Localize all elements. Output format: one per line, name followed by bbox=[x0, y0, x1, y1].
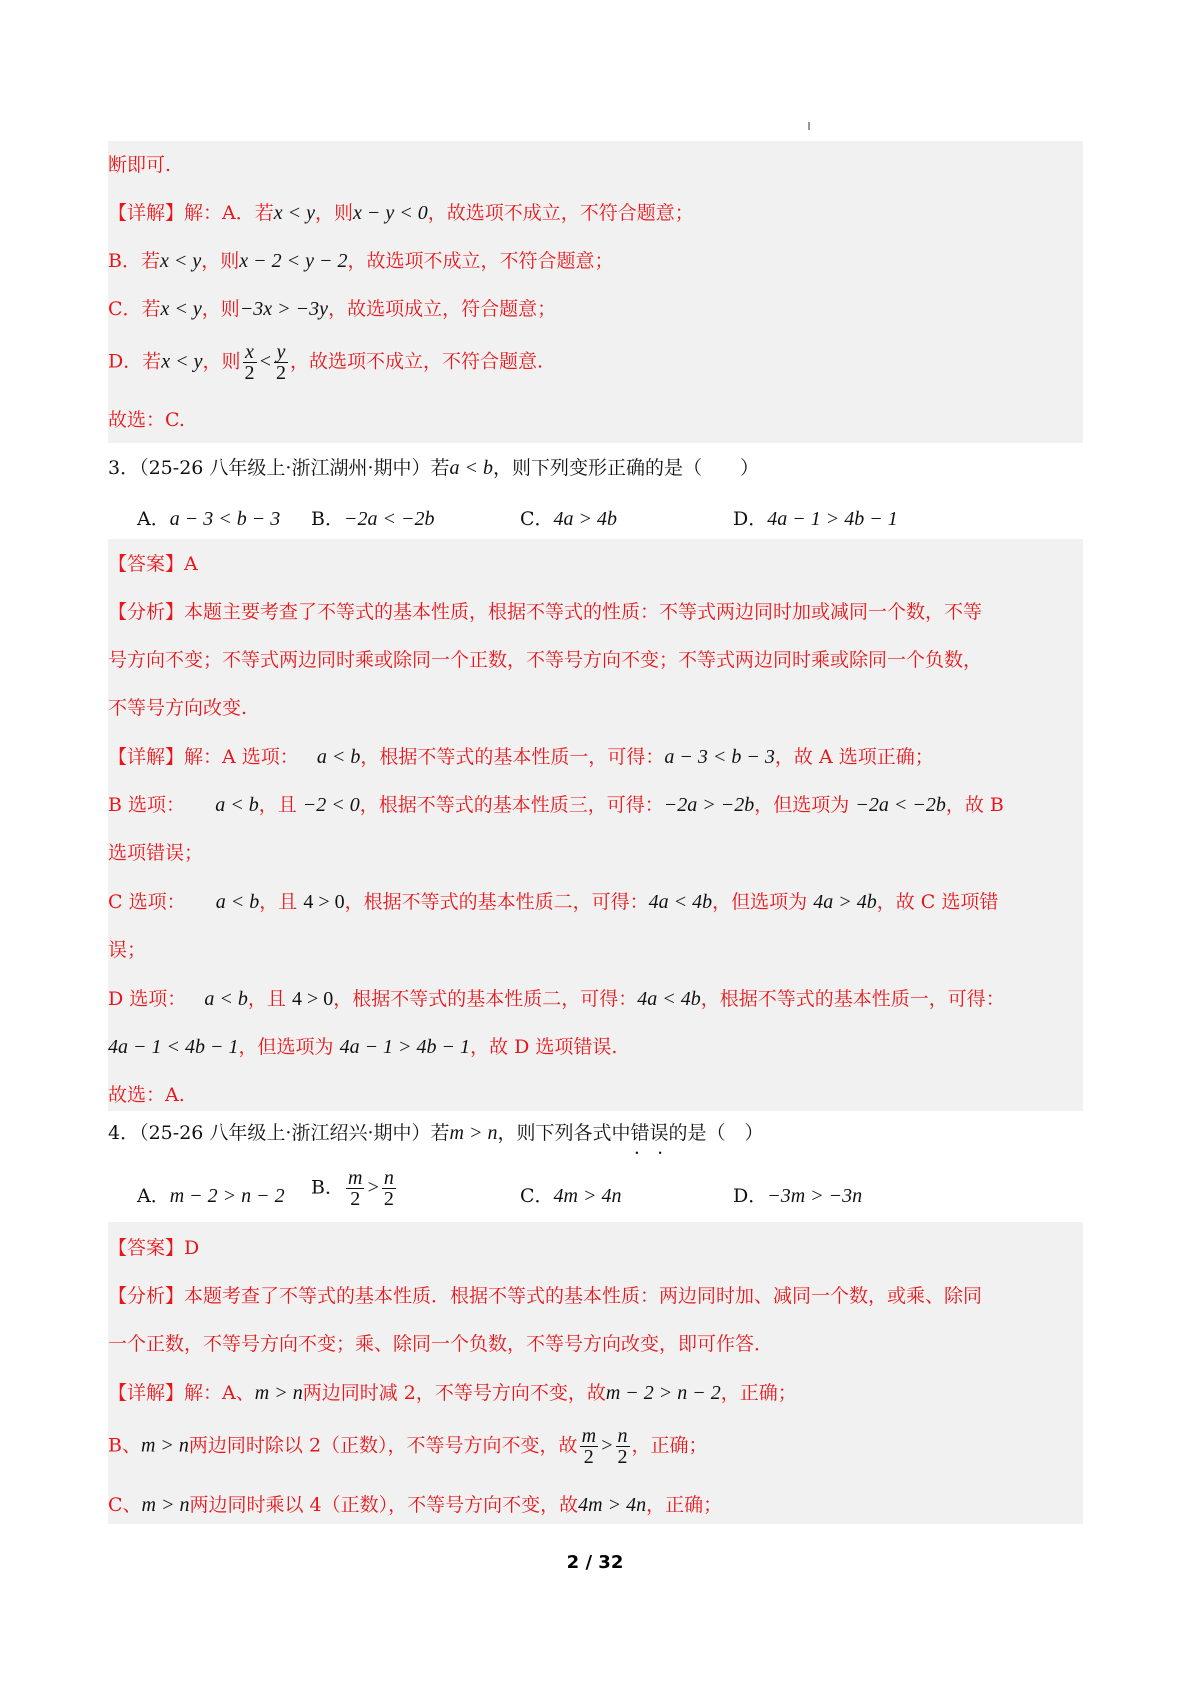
solution-box-q2 bbox=[108, 141, 1083, 443]
q3-detail-a: 【详解】解：A 选项： a < b，根据不等式的基本性质一，可得：a − 3 < b − 3，故 A 选项正确； bbox=[108, 746, 934, 768]
question-number: 3． bbox=[108, 457, 140, 479]
solution-box-q3 bbox=[108, 539, 1083, 1111]
q4-option-b: B． $\frac{m}{2}$ > $\frac{n}{2}$ bbox=[311, 1167, 394, 1210]
q3-detail-b-wrap: 选项错误； bbox=[108, 842, 204, 864]
q4-detail-a: 【详解】解：A、m > n两边同时减 2，不等号方向不变，故m − 2 > n − 2，正确； bbox=[108, 1382, 797, 1404]
q4-option-a: A．m − 2 > n − 2 bbox=[137, 1185, 285, 1207]
q3-option-d: D．4a − 1 > 4b − 1 bbox=[733, 508, 898, 530]
q3-analysis-line-3: 不等号方向改变. bbox=[108, 697, 248, 719]
fraction: $\frac{n}{2}$ bbox=[617, 1425, 628, 1468]
q4-option-c: C．4m > 4n bbox=[520, 1185, 622, 1207]
q3-option-b: B．−2a < −2b bbox=[311, 508, 435, 530]
q4-detail-b: B、m > n两边同时除以 2（正数），不等号方向不变，故 $\frac{m}{2}$ > $\frac{n}{2}$ ，正确； bbox=[108, 1425, 708, 1468]
detail-line-b: B．若x < y，则x − 2 < y − 2，故选项不成立，不符合题意； bbox=[108, 250, 614, 272]
q3-detail-d: D 选项： a < b，且 4 > 0，根据不等式的基本性质二，可得：4a < 4b，根据不等式的基本性质一，可得： bbox=[108, 988, 1005, 1010]
final-choice: 故选：C. bbox=[108, 409, 185, 431]
q4-analysis-line-1: 【分析】本题考查了不等式的基本性质．根据不等式的基本性质：两边同时加、减同一个数，或乘、除同 bbox=[108, 1285, 983, 1307]
question-4-stem: 4．（25-26 八年级上·浙江绍兴·期中）若m > n，则下列各式中错误 • •的是（ ） bbox=[108, 1121, 764, 1145]
q3-option-c: C．4a > 4b bbox=[520, 508, 618, 530]
q3-detail-d-wrap: 4a − 1 < 4b − 1，但选项为 4a − 1 > 4b − 1，故 D 选项错误. bbox=[108, 1036, 618, 1058]
q3-analysis-line-1: 【分析】本题主要考查了不等式的基本性质，根据不等式的性质：不等式两边同时加或减同一个数，不等 bbox=[108, 601, 983, 623]
fraction: $\frac{m}{2}$ bbox=[347, 1167, 363, 1210]
detail-line-c: C．若x < y，则−3x > −3y，故选项成立，符合题意； bbox=[108, 298, 557, 320]
q4-analysis-line-2: 一个正数，不等号方向不变；乘、除同一个负数，不等号方向改变，即可作答． bbox=[108, 1333, 774, 1355]
fraction: $\frac{m}{2}$ bbox=[581, 1425, 597, 1468]
detail-line-d: D．若x < y，则 $\frac{x}{2}$ < $\frac{y}{2}$ ，故选项不成立，不符合题意. bbox=[108, 341, 544, 384]
q3-option-a: A．a − 3 < b − 3 bbox=[137, 508, 281, 530]
solution-box-q4 bbox=[108, 1222, 1083, 1524]
header-mark bbox=[808, 122, 810, 130]
q4-option-d: D．−3m > −3n bbox=[733, 1185, 863, 1207]
fraction: $\frac{x}{2}$ bbox=[244, 341, 255, 384]
detail-line-a: 【详解】解：A．若x < y，则x − y < 0，故选项不成立，不符合题意； bbox=[108, 202, 694, 224]
q3-analysis-line-2: 号方向不变；不等式两边同时乘或除同一个正数，不等号方向不变；不等式两边同时乘或除同一个负数， bbox=[108, 649, 983, 671]
q3-answer: 【答案】A bbox=[108, 553, 198, 575]
fraction: $\frac{y}{2}$ bbox=[276, 341, 286, 384]
question-number: 4． bbox=[108, 1122, 140, 1144]
q3-detail-b: B 选项： a < b，且 −2 < 0，根据不等式的基本性质三，可得：−2a > −2b，但选项为 −2a < −2b，故 B bbox=[108, 794, 1004, 816]
question-3-stem: 3．（25-26 八年级上·浙江湖州·期中）若a < b，则下列变形正确的是（ ） bbox=[108, 457, 760, 479]
q3-final-choice: 故选：A. bbox=[108, 1084, 185, 1106]
fraction: $\frac{n}{2}$ bbox=[383, 1167, 394, 1210]
detail-tag: 【详解】 bbox=[108, 202, 185, 224]
q3-detail-c-wrap: 误； bbox=[108, 939, 147, 961]
q3-detail-c: C 选项： a < b，且 4 > 0，根据不等式的基本性质二，可得：4a < 4b，但选项为 4a > 4b，故 C 选项错 bbox=[108, 891, 999, 913]
solution-continuation: 断即可. bbox=[108, 154, 172, 176]
emphasized-word: 错误 • • bbox=[630, 1122, 668, 1144]
q4-detail-c: C、m > n两边同时乘以 4（正数），不等号方向不变，故4m > 4n，正确； bbox=[108, 1494, 723, 1516]
page-number: 2 / 32 bbox=[566, 1552, 624, 1573]
q4-answer: 【答案】D bbox=[108, 1237, 200, 1259]
